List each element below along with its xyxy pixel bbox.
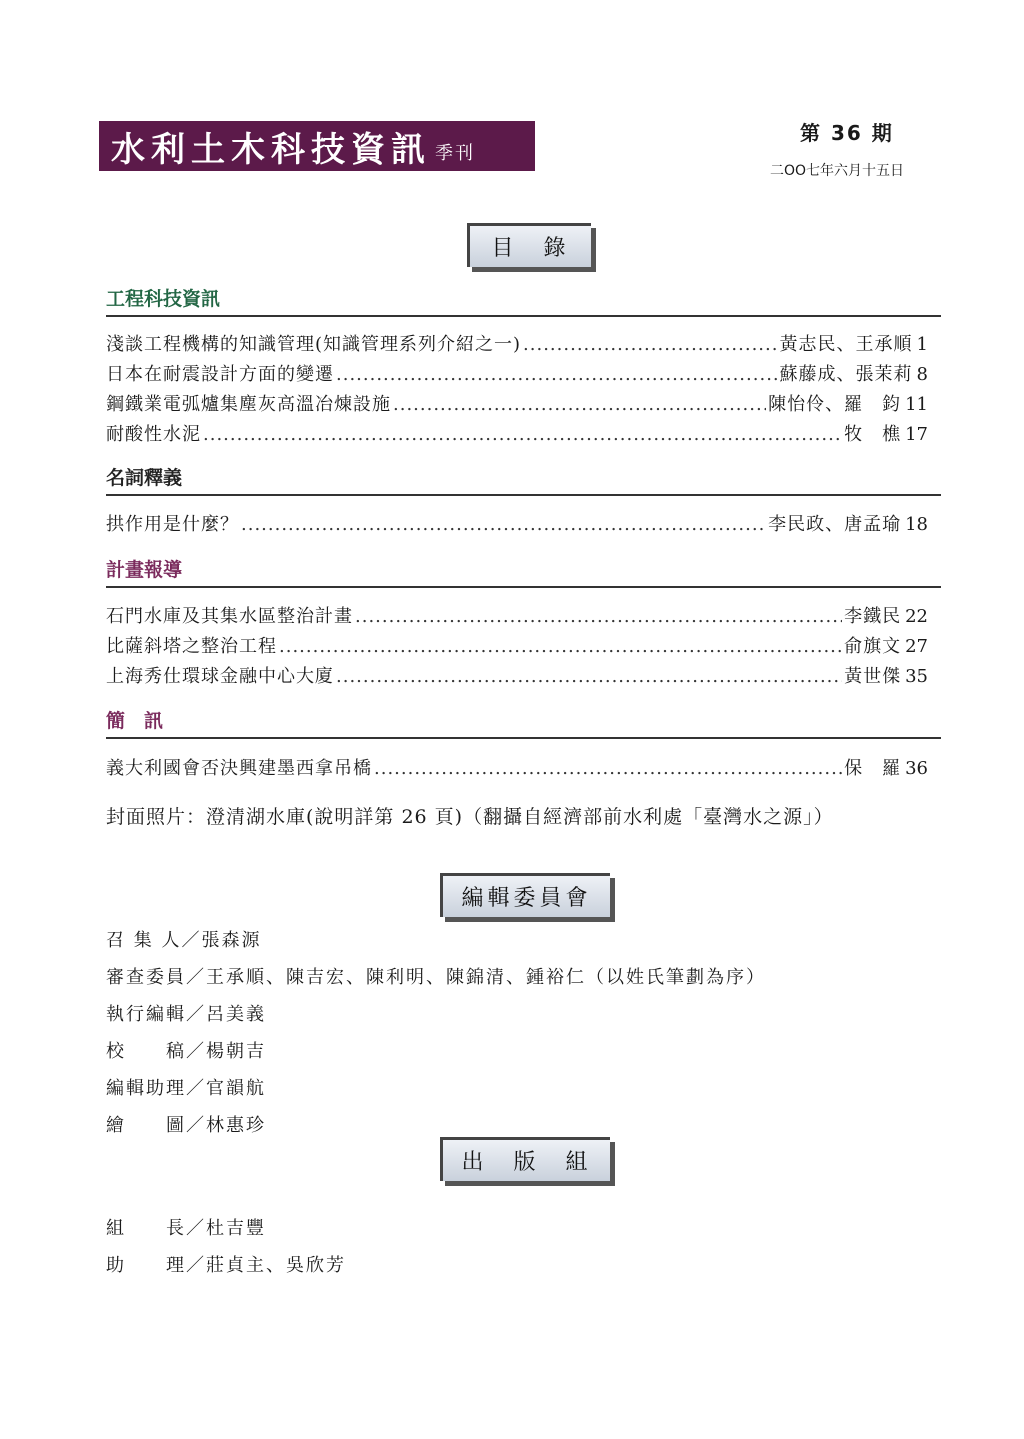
issue-number: 第 36 期 <box>800 121 894 145</box>
staff-line: 組 長／杜吉豐 <box>106 1218 266 1239</box>
toc-leader <box>336 364 778 385</box>
toc-item-page: 17 <box>905 424 928 445</box>
staff-line: 編輯助理／官韻航 <box>106 1078 266 1099</box>
toc-item[interactable] <box>106 360 928 386</box>
toc-item-page: 36 <box>905 758 928 779</box>
toc-item[interactable] <box>106 510 928 536</box>
toc-item[interactable] <box>106 754 928 780</box>
issue-date: 二OO七年六月十五日 <box>770 163 905 179</box>
toc-item-page: 11 <box>905 394 928 415</box>
section-heading-glossary: 名詞釋義 <box>106 463 941 496</box>
toc-leader <box>336 666 842 687</box>
toc-item-title: 拱作用是什麼？ <box>106 514 239 535</box>
toc-item-title: 石門水庫及其集水區整治計畫 <box>106 606 353 627</box>
section-heading-engineering: 工程科技資訊 <box>106 284 941 317</box>
toc-item-title: 比薩斜塔之整治工程 <box>106 636 277 657</box>
toc-item-page: 18 <box>905 514 928 535</box>
staff-line: 執行編輯／呂美義 <box>106 1004 266 1025</box>
toc-item[interactable] <box>106 662 928 688</box>
toc-item-author: 俞旗文 <box>844 636 902 657</box>
publishing-heading-label: 出 版 組 <box>461 1150 592 1175</box>
toc-item-title: 義大利國會否決興建墨西拿吊橋 <box>106 758 372 779</box>
staff-line: 繪 圖／林惠珍 <box>106 1115 266 1136</box>
toc-item-author: 黃志民、王承順 <box>779 334 913 355</box>
editorial-heading-label: 編輯委員會 <box>461 886 592 911</box>
toc-item-page: 8 <box>916 364 928 385</box>
masthead-banner <box>99 121 535 171</box>
toc-leader <box>523 334 778 355</box>
staff-line: 助 理／莊貞主、吳欣芳 <box>106 1255 346 1276</box>
toc-item-author: 黃世傑 <box>844 666 902 687</box>
toc-item-title: 上海秀仕環球金融中心大廈 <box>106 666 334 687</box>
toc-item-author: 牧 樵 <box>844 424 902 445</box>
section-heading-news: 簡 訊 <box>106 706 941 739</box>
toc-item[interactable] <box>106 602 928 628</box>
section-heading-projects: 計畫報導 <box>106 555 941 588</box>
toc-heading-label: 目 錄 <box>491 236 570 261</box>
cover-photo-note: 封面照片：澄清湖水庫(說明詳第 26 頁)（翻攝自經濟部前水利處「臺灣水之源」） <box>106 806 834 828</box>
toc-item[interactable] <box>106 330 928 356</box>
toc-item[interactable] <box>106 420 928 446</box>
editorial-heading <box>440 873 610 917</box>
toc-item-title: 淺談工程機構的知識管理(知識管理系列介紹之一) <box>106 334 522 355</box>
staff-line: 校 稿／楊朝吉 <box>106 1041 266 1062</box>
toc-leader <box>355 606 842 627</box>
toc-item[interactable] <box>106 390 928 416</box>
toc-leader <box>241 514 766 535</box>
toc-leader <box>203 424 842 445</box>
toc-item-page: 22 <box>905 606 928 627</box>
toc-item-page: 27 <box>905 636 928 657</box>
toc-item-author: 李鐵民 <box>844 606 902 627</box>
toc-leader <box>374 758 842 779</box>
toc-item-author: 陳怡伶、羅 鈞 <box>768 394 902 415</box>
toc-item-author: 李民政、唐孟瑜 <box>768 514 902 535</box>
toc-item-title: 鋼鐵業電弧爐集塵灰高溫冶煉設施 <box>106 394 391 415</box>
toc-leader <box>393 394 766 415</box>
journal-subtitle: 季刊 <box>435 143 475 164</box>
toc-item-title: 耐酸性水泥 <box>106 424 201 445</box>
toc-heading <box>467 223 591 267</box>
toc-leader <box>279 636 842 657</box>
toc-item-page: 35 <box>905 666 928 687</box>
journal-title: 水利土木科技資訊 <box>111 129 431 170</box>
staff-line: 召 集 人／張森源 <box>106 930 262 951</box>
publishing-heading <box>440 1137 610 1181</box>
toc-item-author: 保 羅 <box>844 758 902 779</box>
toc-item[interactable] <box>106 632 928 658</box>
toc-item-author: 蘇藤成、張茉莉 <box>779 364 913 385</box>
toc-item-title: 日本在耐震設計方面的變遷 <box>106 364 334 385</box>
staff-line: 審查委員／王承順、陳吉宏、陳利明、陳錦清、鍾裕仁（以姓氏筆劃為序） <box>106 967 766 988</box>
toc-item-page: 1 <box>916 334 928 355</box>
